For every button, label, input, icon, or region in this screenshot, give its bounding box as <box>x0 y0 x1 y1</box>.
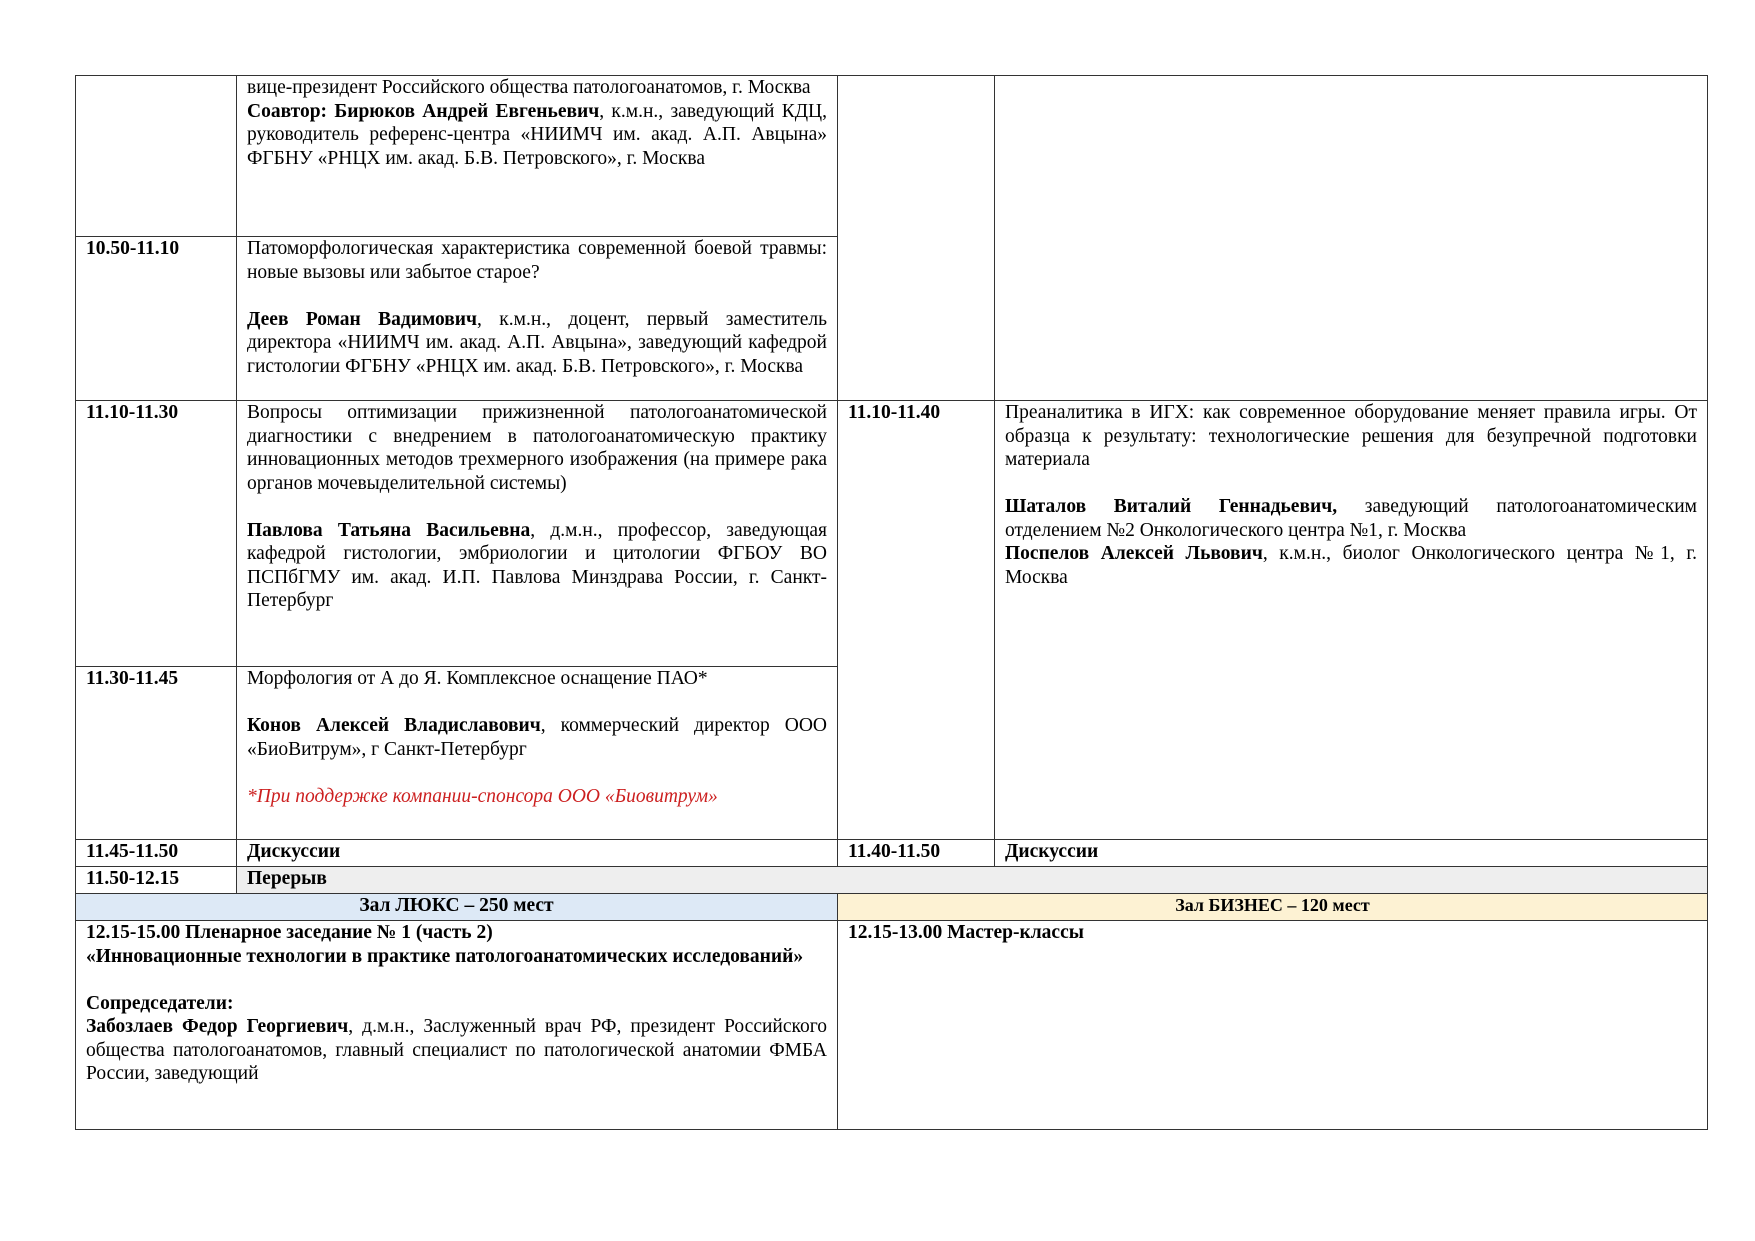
table-row <box>76 76 1708 237</box>
right-talk-cell <box>995 401 1708 840</box>
time-cell: 11.30-11.45 <box>76 667 237 840</box>
speaker-text <box>247 519 827 613</box>
time-cell <box>76 76 237 237</box>
time-cell: 10.50-11.10 <box>76 237 237 401</box>
talk-text: вице-президент Российского общества патологоанатомов, г. Москва <box>247 77 811 98</box>
speaker-text <box>247 714 827 761</box>
right-speaker-text <box>1005 495 1697 542</box>
chair-details: , д.м.н., Заслуженный врач РФ, президент Российского общества патологоанатомов, главный специалист по патологической анатомии ФМБА России, заведующий <box>86 1016 827 1084</box>
right-speaker-details: заведующий патологоанатомическим отделением №2 Онкологического центра №1, г. Москва <box>1005 496 1697 541</box>
speaker-details: , д.м.н., профессор, заведующая кафедрой гистологии, эмбриологии и цитологии ФГБОУ ВО ПСПбГМУ им. акад. И.П. Павлова Минздрава России, г. Санкт-Петербург <box>247 519 827 611</box>
talk-title: Вопросы оптимизации прижизненной патологоанатомической диагностики с внедрением в патологоанатомическую практику инновационных методов трехмерного изображения (на примере рака органов мочевыделительной системы) <box>247 402 827 494</box>
speaker-details: , к.м.н., доцент, первый заместитель директора «НИИМЧ им. акад. А.П. Авцына», заведующий кафедрой гистологии ФГБНУ «РНЦХ им. акад. Б.В. Петровского», г. Москва <box>247 308 827 377</box>
time-cell: 11.50-12.15 <box>76 867 237 894</box>
talk-title: Патоморфологическая характеристика современной боевой травмы: новые вызовы или забытое старое? <box>247 238 827 283</box>
time-cell: 11.45-11.50 <box>76 840 237 867</box>
plenary-title: «Инновационные технологии в практике патологоанатомических исследований» <box>86 945 804 967</box>
right-speaker-text-2 <box>1005 542 1697 589</box>
right-time-cell: 11.40-11.50 <box>838 840 995 867</box>
chair-text <box>86 1015 827 1086</box>
table-row <box>76 921 1708 1130</box>
plenary-cell <box>76 921 838 1130</box>
masterclass-cell: 12.15-13.00 Мастер-классы <box>838 921 1708 1130</box>
plenary-heading: 12.15-15.00 Пленарное заседание № 1 (часть 2) <box>86 922 493 943</box>
time-cell: 11.10-11.30 <box>76 401 237 667</box>
speaker-text <box>247 308 827 379</box>
right-speaker-name-2: Поспелов Алексей Львович <box>1005 543 1263 564</box>
hall-lux-header: Зал ЛЮКС – 250 мест <box>76 894 838 921</box>
right-speaker-details-2: , к.м.н., биолог Онкологического центра №1, г. Москва <box>1005 543 1697 588</box>
sponsor-note: *При поддержке компании-спонсора ООО «Биовитрум» <box>247 785 718 807</box>
chair-name: Забозлаев Федор Георгиевич <box>86 1016 349 1037</box>
speaker-details: , коммерческий директор ООО «БиоВитрум», г Санкт-Петербург <box>247 715 827 760</box>
right-talk-title: Преаналитика в ИГХ: как современное оборудование меняет правила игры. От образца к результату: технологические решения для безупречной подготовки материала <box>1005 402 1697 470</box>
table-row <box>76 840 1708 867</box>
coauthor-text <box>247 100 827 171</box>
right-time-cell: 11.10-11.40 <box>838 401 995 840</box>
break-label: Перерыв <box>237 867 1708 894</box>
right-speaker-name: Шаталов Виталий Геннадьевич, <box>1005 496 1338 517</box>
talk-cell <box>237 237 838 401</box>
hall-header-row <box>76 894 1708 921</box>
coauthor-name: Соавтор: Бирюков Андрей Евгеньевич <box>247 100 600 122</box>
right-discussion-label: Дискуссии <box>995 840 1708 867</box>
cochairs-label: Сопредседатели: <box>86 992 234 1014</box>
coauthor-details: , к.м.н., заведующий КДЦ, руководитель референс-центра «НИИМЧ им. акад. А.П. Авцына» ФГБНУ «РНЦХ им. акад. Б.В. Петровского», г. Москва <box>247 100 827 169</box>
talk-cell <box>237 667 838 840</box>
speaker-name: Конов Алексей Владиславович <box>247 715 541 736</box>
table-row <box>76 867 1708 894</box>
talk-cell <box>237 401 838 667</box>
talk-cell <box>237 76 838 237</box>
discussion-label: Дискуссии <box>237 840 838 867</box>
table-row <box>76 401 1708 667</box>
hall-biz-header: Зал БИЗНЕС – 120 мест <box>838 894 1708 921</box>
talk-title: Морфология от А до Я. Комплексное оснащение ПАО* <box>247 668 708 689</box>
schedule-table <box>75 75 1708 1130</box>
right-time-cell <box>838 76 995 401</box>
speaker-name: Павлова Татьяна Васильевна <box>247 519 531 541</box>
speaker-name: Деев Роман Вадимович <box>247 308 478 330</box>
right-talk-cell <box>995 76 1708 401</box>
